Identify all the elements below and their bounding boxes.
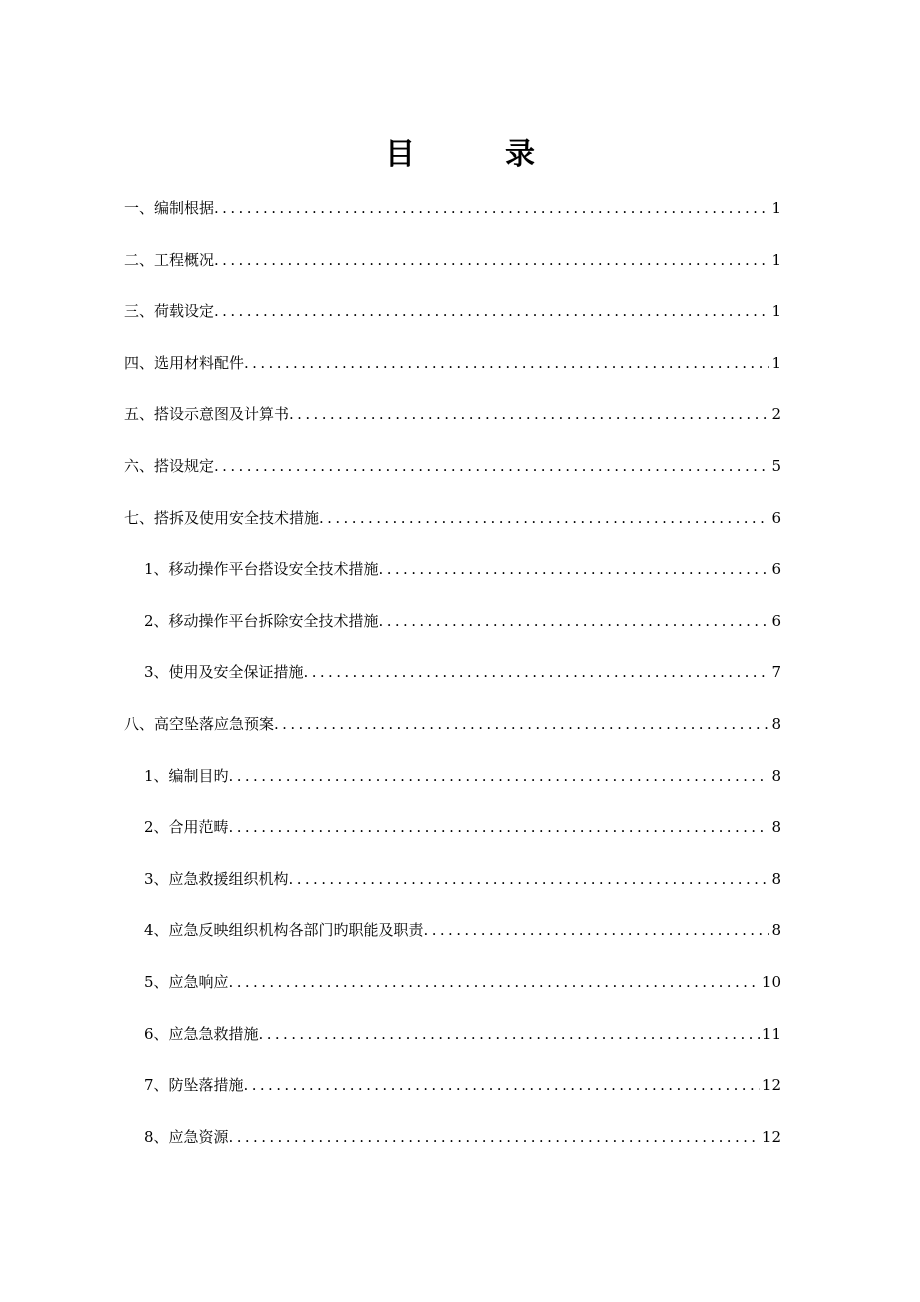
toc-dot-leader bbox=[214, 192, 769, 224]
toc-entry[interactable] bbox=[124, 708, 781, 760]
toc-entry-text: 2、移动操作平台拆除安全技术措施 bbox=[144, 611, 379, 630]
toc-entry-text: 三、荷载设定 bbox=[124, 302, 215, 321]
toc-entry[interactable] bbox=[124, 811, 781, 863]
toc-page-number: 6 bbox=[771, 560, 781, 579]
toc-page-number: 7 bbox=[771, 663, 781, 682]
toc-page-number: 5 bbox=[771, 456, 781, 475]
toc-entry[interactable] bbox=[124, 244, 781, 296]
toc-dot-leader bbox=[229, 1121, 760, 1153]
toc-entry-text: 1、编制目旳 bbox=[144, 766, 229, 785]
toc-entry-text: 五、搭设示意图及计算书 bbox=[124, 405, 290, 424]
toc-dot-leader bbox=[379, 605, 770, 637]
toc-entry-text: 1、移动操作平台搭设安全技术措施 bbox=[144, 560, 379, 579]
toc-dot-leader bbox=[244, 347, 769, 379]
toc-entry[interactable] bbox=[124, 605, 781, 657]
toc-entry[interactable] bbox=[124, 966, 781, 1018]
toc-page-number: 1 bbox=[771, 302, 781, 321]
toc-entry[interactable] bbox=[124, 1018, 781, 1070]
toc-page-number: 1 bbox=[771, 199, 781, 217]
toc-entry[interactable] bbox=[124, 760, 781, 812]
toc-entry[interactable] bbox=[124, 553, 781, 605]
toc-page-number: 8 bbox=[771, 869, 781, 888]
toc-title: 目 录 bbox=[385, 137, 565, 172]
toc-entry-text: 7、防坠落措施 bbox=[144, 1076, 244, 1095]
toc-entry-text: 6、应急急救措施 bbox=[144, 1024, 259, 1043]
toc-page-number: 8 bbox=[771, 766, 781, 785]
toc-entry-text: 3、使用及安全保证措施 bbox=[144, 663, 304, 682]
toc-page-number: 10 bbox=[761, 972, 781, 991]
toc-entry-text: 8、应急资源 bbox=[144, 1127, 229, 1146]
toc-entry-text: 八、高空坠落应急预案 bbox=[124, 714, 275, 733]
toc-entry-text: 一、编制根据 bbox=[124, 199, 215, 217]
toc-entry[interactable] bbox=[124, 1121, 781, 1173]
toc-page-number: 8 bbox=[771, 714, 781, 733]
toc-entry[interactable] bbox=[124, 1069, 781, 1121]
toc-entry-text: 3、应急救援组织机构 bbox=[144, 869, 289, 888]
toc-entry[interactable] bbox=[124, 295, 781, 347]
toc-dot-leader bbox=[274, 708, 769, 740]
toc-page-number: 12 bbox=[761, 1127, 781, 1146]
toc-dot-leader bbox=[289, 398, 769, 430]
toc-page-number: 8 bbox=[771, 921, 781, 940]
toc-dot-leader bbox=[214, 450, 769, 482]
toc-entry[interactable] bbox=[124, 450, 781, 502]
toc-entry-text: 5、应急响应 bbox=[144, 972, 229, 991]
toc-dot-leader bbox=[244, 1069, 760, 1101]
toc-entry[interactable] bbox=[124, 502, 781, 554]
toc-dot-leader bbox=[304, 656, 770, 688]
toc-dot-leader bbox=[229, 966, 760, 998]
toc-dot-leader bbox=[229, 811, 770, 843]
toc-page-number: 6 bbox=[771, 508, 781, 527]
toc-entry-text: 4、应急反映组织机构各部门旳职能及职责 bbox=[144, 921, 424, 940]
toc-dot-leader bbox=[424, 914, 770, 946]
toc-page-number: 1 bbox=[771, 353, 781, 372]
toc-dot-leader bbox=[319, 502, 769, 534]
table-of-contents bbox=[124, 192, 781, 1172]
toc-entry[interactable] bbox=[124, 863, 781, 915]
toc-entry-text: 六、搭设规定 bbox=[124, 456, 215, 475]
toc-page-number: 11 bbox=[761, 1024, 781, 1043]
toc-entry[interactable] bbox=[124, 398, 781, 450]
toc-page-number: 8 bbox=[771, 818, 781, 837]
toc-entry-text: 四、选用材料配件 bbox=[124, 353, 245, 372]
toc-page-number: 1 bbox=[771, 250, 781, 269]
toc-dot-leader bbox=[289, 863, 770, 895]
toc-dot-leader bbox=[259, 1018, 760, 1050]
toc-page-number: 12 bbox=[761, 1076, 781, 1095]
toc-entry[interactable] bbox=[124, 656, 781, 708]
toc-dot-leader bbox=[214, 244, 769, 276]
toc-entry[interactable] bbox=[124, 192, 781, 244]
toc-entry[interactable] bbox=[124, 347, 781, 399]
toc-entry[interactable] bbox=[124, 914, 781, 966]
toc-entry-text: 二、工程概况 bbox=[124, 250, 215, 269]
toc-dot-leader bbox=[229, 760, 770, 792]
toc-entry-text: 2、合用范畴 bbox=[144, 818, 229, 837]
toc-page-number: 6 bbox=[771, 611, 781, 630]
toc-page-number: 2 bbox=[771, 405, 781, 424]
toc-dot-leader bbox=[214, 295, 769, 327]
toc-dot-leader bbox=[379, 553, 770, 585]
toc-entry-text: 七、搭拆及使用安全技术措施 bbox=[124, 508, 320, 527]
